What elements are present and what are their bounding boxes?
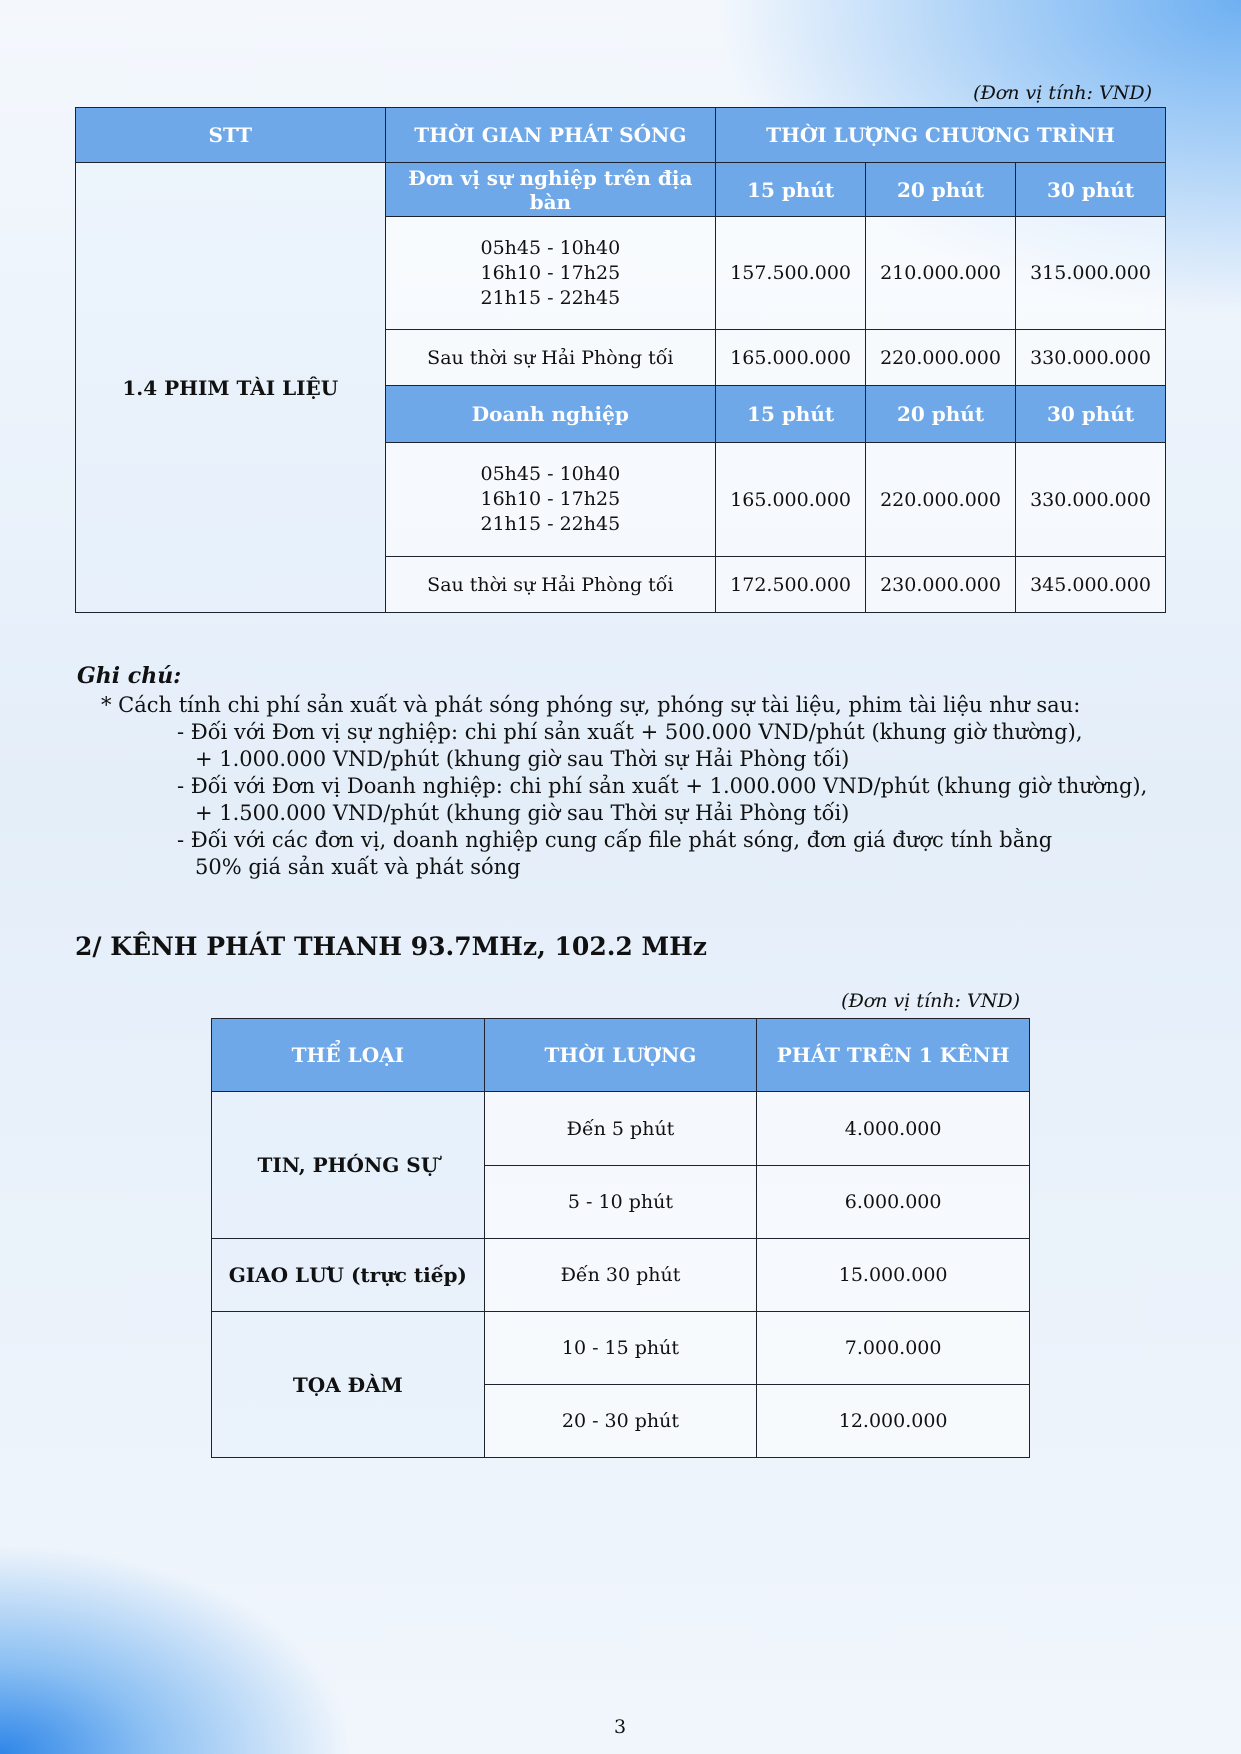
header-broadcast-time: THỜI GIAN PHÁT SÓNG — [385, 108, 716, 163]
time-slot: 16h10 - 17h25 — [480, 488, 621, 510]
group-label: Đơn vị sự nghiệp trên địa bàn — [385, 163, 716, 217]
category-label: TIN, PHÓNG SỰ — [212, 1092, 485, 1239]
time-slot: 16h10 - 17h25 — [480, 261, 621, 284]
price-cell: 315.000.000 — [1016, 217, 1166, 330]
header-duration: THỜI LƯỢNG — [484, 1019, 757, 1092]
tv-doc-film-price-table — [75, 107, 1166, 613]
group-label: Doanh nghiệp — [385, 386, 716, 443]
time-slot: 05h45 - 10h40 — [480, 236, 621, 259]
price-cell: 220.000.000 — [866, 443, 1016, 557]
page-number: 3 — [613, 1716, 627, 1738]
table-row — [212, 1239, 1030, 1312]
duration-cell: 10 - 15 phút — [484, 1312, 757, 1385]
note-line: + 1.500.000 VND/phút (khung giờ sau Thời sự Hải Phòng tối) — [195, 801, 850, 825]
table-row — [212, 1092, 1030, 1166]
note-line: - Đối với Đơn vị Doanh nghiệp: chi phí sản xuất + 1.000.000 VND/phút (khung giờ thường), — [177, 774, 1148, 798]
col-label: 20 phút — [866, 163, 1016, 217]
price-cell: 7.000.000 — [757, 1312, 1030, 1385]
time-slots — [385, 217, 716, 330]
time-slot: Sau thời sự Hải Phòng tối — [385, 330, 716, 386]
col-label: 15 phút — [716, 386, 866, 443]
col-label: 30 phút — [1016, 163, 1166, 217]
time-slots — [385, 443, 716, 557]
price-cell: 4.000.000 — [757, 1092, 1030, 1166]
price-cell: 330.000.000 — [1016, 443, 1166, 557]
time-slot: Sau thời sự Hải Phòng tối — [385, 557, 716, 613]
price-cell: 157.500.000 — [716, 217, 866, 330]
time-slot: 21h15 - 22h45 — [480, 286, 621, 309]
category-label: TỌA ĐÀM — [212, 1312, 485, 1458]
header-price: PHÁT TRÊN 1 KÊNH — [757, 1019, 1030, 1092]
time-slot: 21h15 - 22h45 — [480, 513, 621, 535]
table-row — [212, 1312, 1030, 1385]
note-line: - Đối với Đơn vị sự nghiệp: chi phí sản xuất + 500.000 VND/phút (khung giờ thường), — [177, 720, 1083, 744]
section-title: 2/ KÊNH PHÁT THANH 93.7MHz, 102.2 MHz — [75, 932, 708, 961]
note-line: * Cách tính chi phí sản xuất và phát sóng phóng sự, phóng sự tài liệu, phim tài liệu như sau: — [101, 693, 1081, 717]
notes-block — [77, 663, 1177, 881]
col-label: 15 phút — [716, 163, 866, 217]
price-cell: 12.000.000 — [757, 1385, 1030, 1458]
price-cell: 210.000.000 — [866, 217, 1016, 330]
unit-note: (Đơn vị tính: VND) — [841, 990, 1020, 1012]
price-cell: 15.000.000 — [757, 1239, 1030, 1312]
header-category: THỂ LOẠI — [212, 1019, 485, 1092]
price-cell: 345.000.000 — [1016, 557, 1166, 613]
stt-label: 1.4 PHIM TÀI LIỆU — [76, 163, 386, 613]
col-label: 20 phút — [866, 386, 1016, 443]
col-label: 30 phút — [1016, 386, 1166, 443]
price-cell: 165.000.000 — [716, 443, 866, 557]
duration-cell: Đến 30 phút — [484, 1239, 757, 1312]
header-duration: THỜI LƯỢNG CHƯƠNG TRÌNH — [716, 108, 1166, 163]
category-label: GIAO LƯU (trực tiếp) — [212, 1239, 485, 1312]
duration-cell: 20 - 30 phút — [484, 1385, 757, 1458]
price-cell: 172.500.000 — [716, 557, 866, 613]
price-cell: 6.000.000 — [757, 1166, 1030, 1239]
notes-title: Ghi chú: — [77, 663, 182, 689]
price-cell: 330.000.000 — [1016, 330, 1166, 386]
time-slot: 05h45 - 10h40 — [480, 463, 621, 485]
radio-price-table — [211, 1018, 1030, 1458]
unit-note: (Đơn vị tính: VND) — [973, 82, 1152, 104]
price-cell: 220.000.000 — [866, 330, 1016, 386]
note-line: 50% giá sản xuất và phát sóng — [195, 855, 521, 879]
note-line: - Đối với các đơn vị, doanh nghiệp cung cấp file phát sóng, đơn giá được tính bằng — [177, 828, 1053, 852]
header-stt: STT — [76, 108, 386, 163]
price-cell: 230.000.000 — [866, 557, 1016, 613]
duration-cell: 5 - 10 phút — [484, 1166, 757, 1239]
price-cell: 165.000.000 — [716, 330, 866, 386]
note-line: + 1.000.000 VND/phút (khung giờ sau Thời sự Hải Phòng tối) — [195, 747, 850, 771]
duration-cell: Đến 5 phút — [484, 1092, 757, 1166]
